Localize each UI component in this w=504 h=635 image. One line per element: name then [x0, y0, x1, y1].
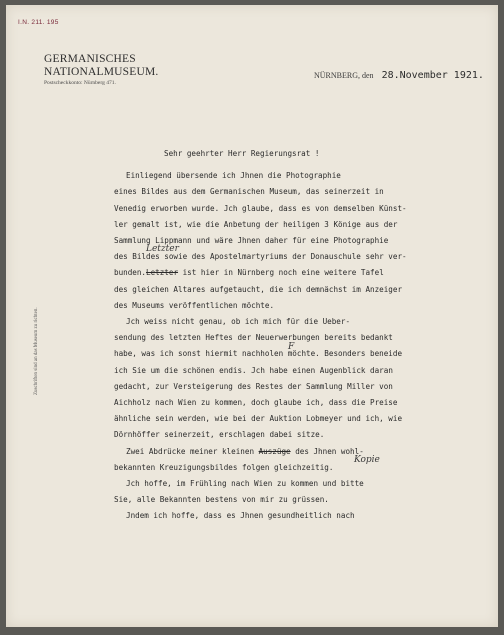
side-note: Zuschriften sind an das Museum zu richten. [34, 307, 39, 395]
body-line-with-correction: Zwei Abdrücke meiner kleinen Auszüge des Jhnen wohl- [126, 446, 364, 456]
body-line: sendung des letzten Heftes der Neuerwerbungen bereits bedankt [114, 333, 393, 343]
body-line: ler gemalt ist, wie die Anbetung der heiligen 3 Könige aus der [114, 219, 398, 229]
body-line: Jch hoffe, im Frühling nach Wien zu kommen und bitte [126, 479, 364, 489]
body-line: bekannten Kreuzigungsbildes folgen gleichzeitig. [114, 462, 334, 472]
letter-date: 28.November 1921. [381, 70, 484, 81]
archive-number: I.N. 211. 195 [18, 19, 59, 26]
body-line: eines Bildes aus dem Germanischen Museum, das seinerzeit in [114, 187, 384, 197]
struck-word: Auszüge [258, 446, 291, 456]
body-line: ähnliche sein werden, wie bei der Auktion Lobmeyer und ich, wie [114, 414, 403, 424]
struck-word: Letzter [146, 268, 179, 278]
body-line: gedacht, zur Versteigerung des Restes der Sammlung Miller von [114, 381, 393, 391]
body-line: Einliegend übersende ich Jhnen die Photographie [126, 171, 341, 181]
body-line: des Museums veröffentlichen möchte. [114, 300, 275, 310]
body-line: Jch weiss nicht genau, ob ich mich für die Ueber- [126, 317, 351, 327]
body-line: des Bildes sowie des Apostelmartyriums der Donauschule sehr ver- [114, 252, 407, 262]
letter-body [114, 146, 488, 525]
org-line-1: GERMANISCHES [44, 53, 136, 65]
place-date [314, 70, 484, 81]
letter-page [6, 5, 498, 627]
body-line: habe, was ich sonst hiermit nachholen möchte. Besonders beneide [114, 349, 403, 359]
org-line-2: NATIONALMUSEUM. [44, 66, 159, 78]
body-line-with-correction: ich Sie um die schönen endis. Jch habe einen Augenblick daran [114, 365, 393, 375]
body-line: Jndem ich hoffe, dass es Jhnen gesundheitlich nach [126, 511, 355, 521]
body-line: Venedig erworben wurde. Jch glaube, dass es von demselben Künst- [114, 203, 407, 213]
body-line: Sammlung Lippmann und wäre Jhnen daher für eine Photographie [114, 236, 389, 246]
body-line: Aichholz nach Wien zu kommen, doch glaube ich, dass die Preise [114, 398, 398, 408]
handwritten-correction-2: F [288, 342, 295, 352]
salutation: Sehr geehrter Herr Regierungsrat ! [164, 149, 320, 158]
place-label: NÜRNBERG, den [314, 71, 374, 80]
handwritten-correction-3: Kopie [354, 455, 380, 465]
account-info: Postscheckkonto: Nürnberg 471. [44, 80, 116, 86]
body-line: des gleichen Altares aufgetaucht, die ich demnächst im Anzeiger [114, 284, 403, 294]
letterhead-organization [44, 53, 184, 79]
body-line-with-correction: bunden.Letzter ist hier in Nürnberg noch eine weitere Tafel [114, 268, 384, 278]
body-line: Dörnhöffer seinerzeit, erschlagen dabei sitze. [114, 430, 325, 440]
handwritten-correction-1: Letzter [146, 244, 179, 254]
body-line: Sie, alle Bekannten bestens von mir zu grüssen. [114, 495, 329, 505]
